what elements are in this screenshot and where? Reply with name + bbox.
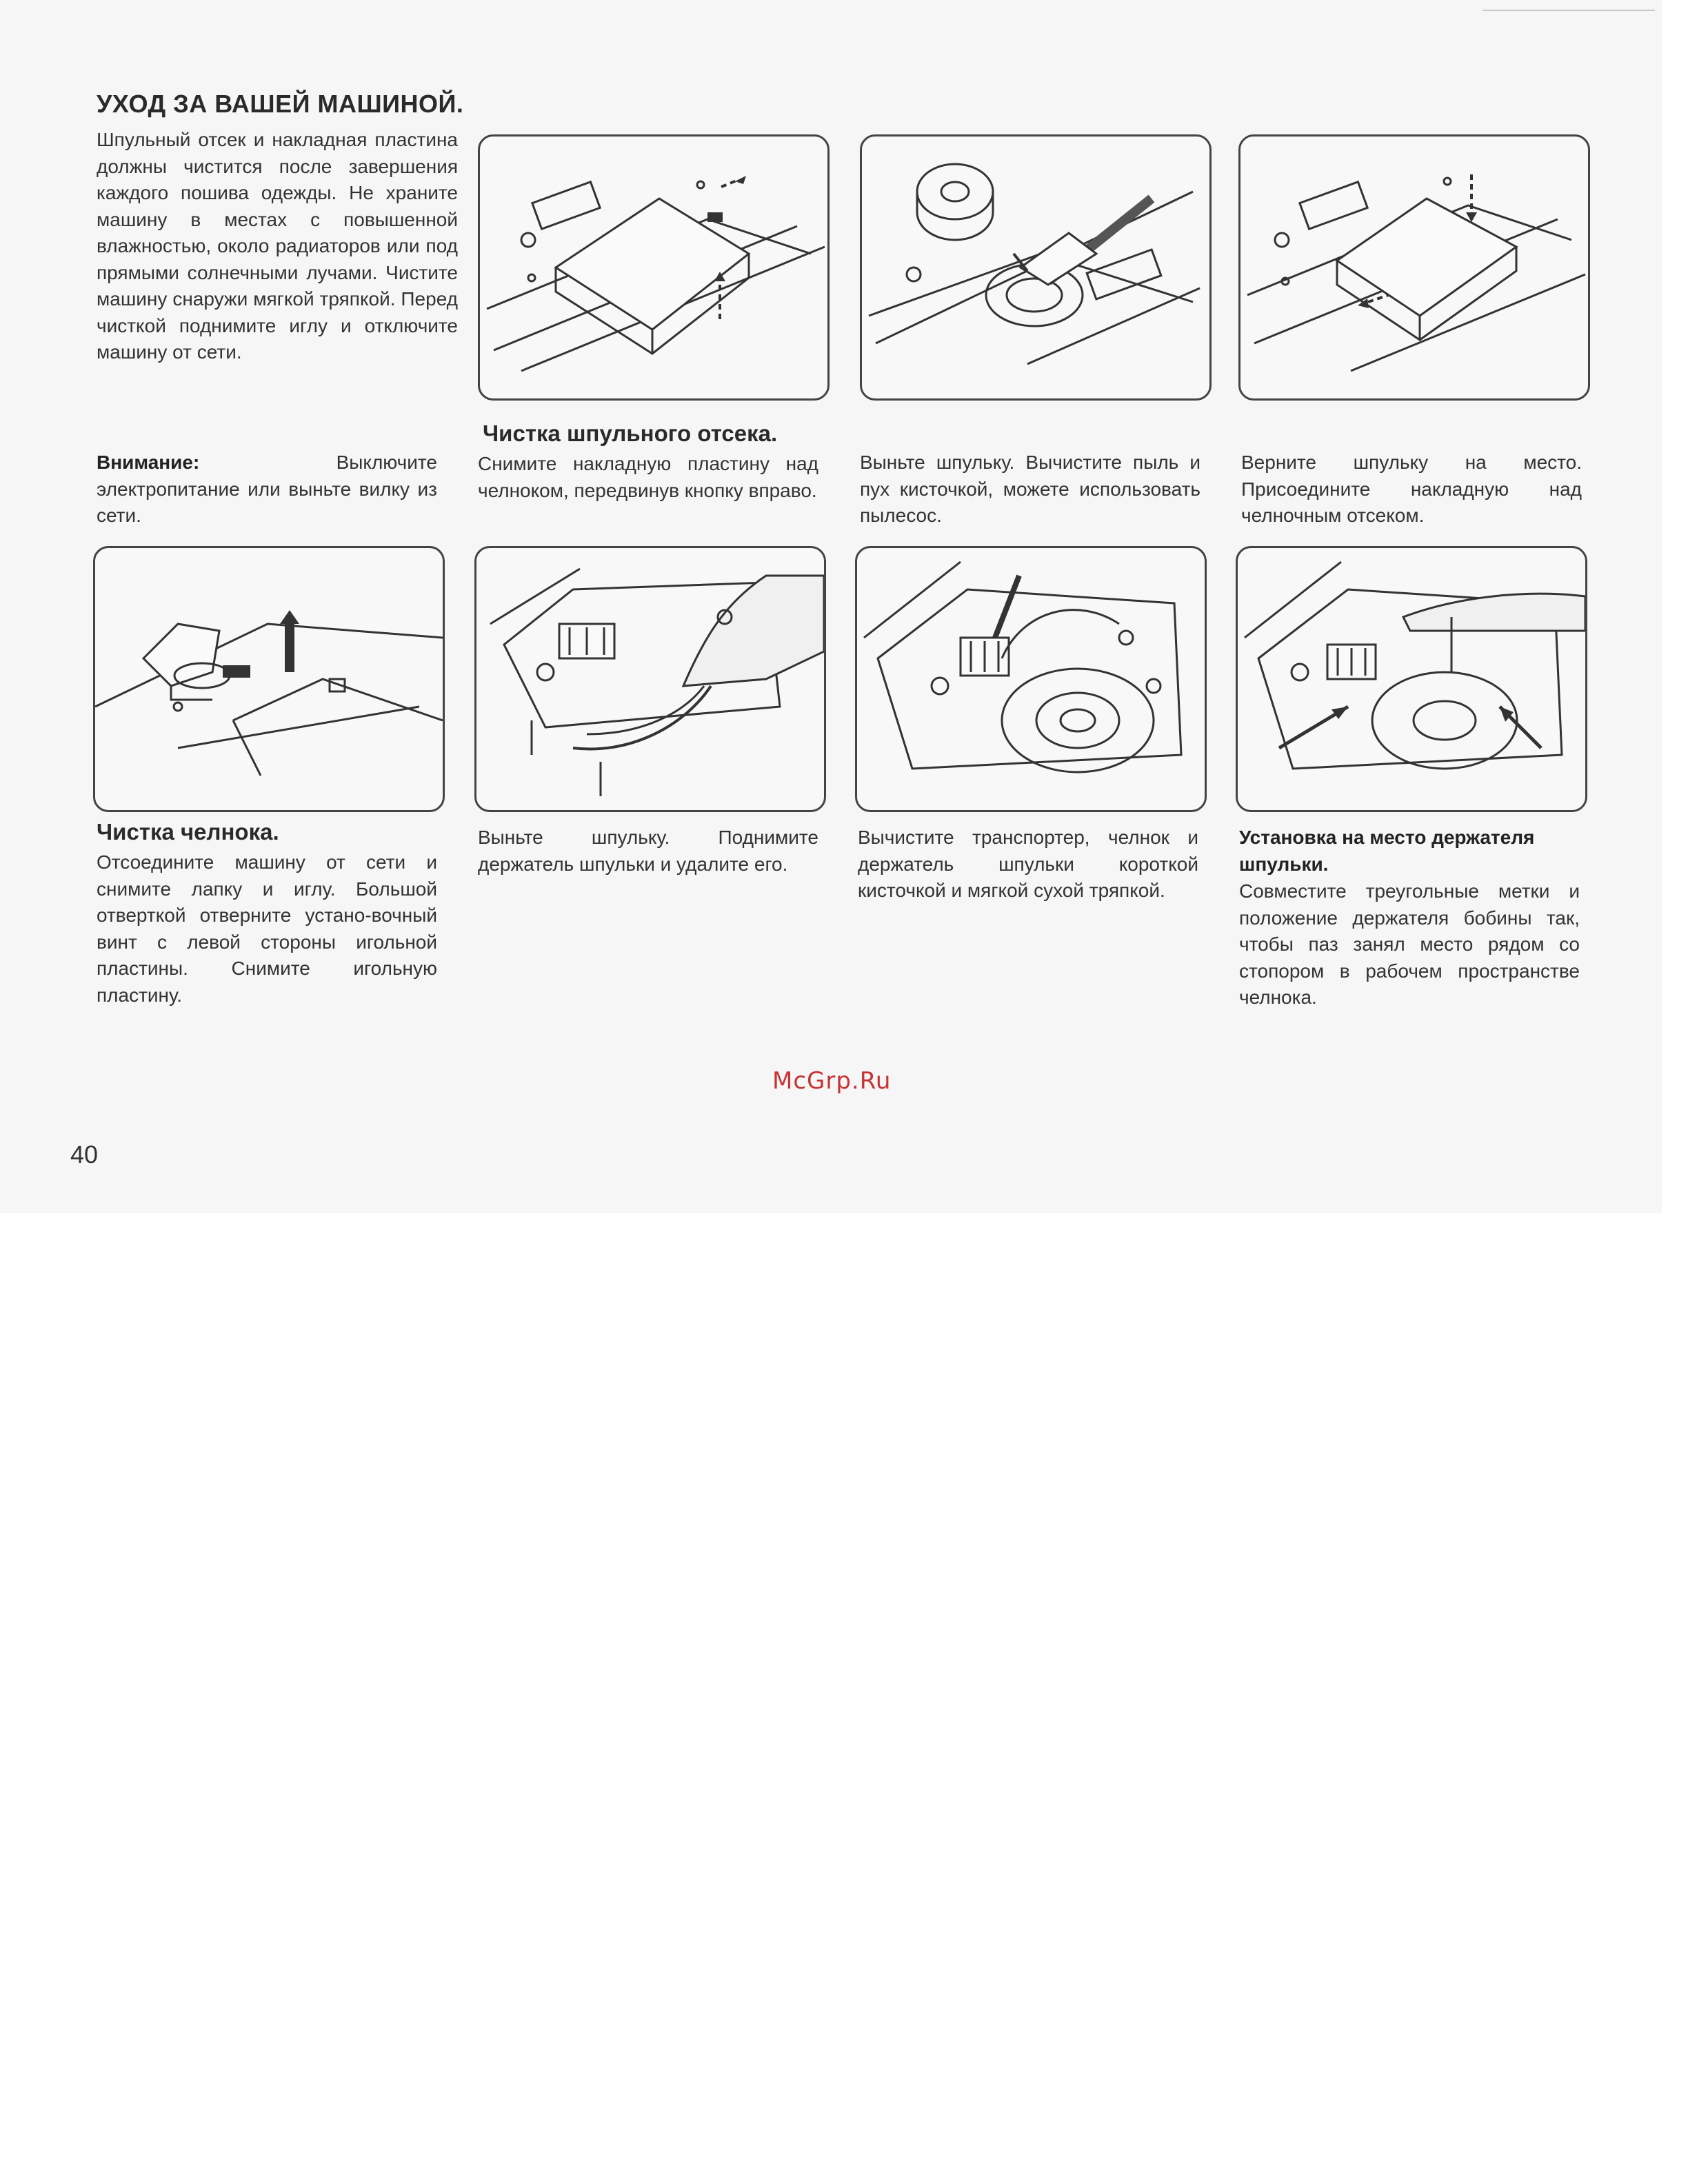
attention-text: Выключите электропитание или выньте вилку из сети.: [97, 452, 437, 526]
page-number: 40: [70, 1140, 99, 1169]
attention-label: Внимание:: [97, 452, 200, 473]
intro-text: Шпульный отсек и накладная пластина должны чистится после завершения каждого пошива одежды. Не храните машину в местах с повышенной влажностью, около радиаторов или под прямыми солнечными лучами. Чистите машину снаружи мягкой тряпкой. Перед чисткой поднимите иглу и отключите машину от сети.: [97, 129, 458, 363]
figure-remove-cover-plate: [478, 134, 830, 401]
replace-cover-illustration: [1240, 136, 1588, 398]
needle-plate-illustration: [95, 548, 443, 810]
shuttle-step-1: Отсоедините машину от сети и снимите лапку и иглу. Большой отверткой отверните устано-вочный винт с левой стороны игольной пластины. Снимите игольную пластину.: [97, 851, 437, 1006]
bobbin-holder-illustration: [476, 548, 824, 810]
figure-remove-bobbin-holder: [474, 546, 826, 812]
attention-note: [97, 449, 437, 529]
top-rule: [1483, 10, 1655, 11]
bobbin-brush-illustration: [862, 136, 1209, 398]
shuttle-step-2: Выньте шпульку. Поднимите держатель шпульки и удалите его.: [478, 827, 818, 875]
bobbin-step-2: Выньте шпульку. Вычистите пыль и пух кисточкой, можете использовать пылесос.: [860, 452, 1200, 526]
figure-install-bobbin-holder: [1236, 546, 1587, 812]
bobbin-step-1: Снимите накладную пластину над челноком, передвинув кнопку вправо.: [478, 453, 818, 501]
shuttle-section-heading: Чистка челнока.: [97, 819, 279, 845]
shuttle-step-3: Вычистите транспортер, челнок и держатель шпульки короткой кисточкой и мягкой сухой тряпкой.: [858, 827, 1198, 901]
install-text: Совместите треугольные метки и положение держателя бобины так, чтобы паз занял место рядом со стопором в рабочем пространстве челнока.: [1239, 880, 1580, 1008]
cover-plate-illustration: [480, 136, 827, 398]
figure-brush-bobbin-case: [860, 134, 1212, 401]
figure-replace-cover-plate: [1238, 134, 1590, 401]
watermark: McGrp.Ru: [772, 1067, 892, 1095]
shuttle-clean-illustration: [857, 548, 1205, 810]
install-heading: Установка на место держателя шпульки.: [1239, 827, 1535, 875]
page-title: УХОД ЗА ВАШЕЙ МАШИНОЙ.: [97, 90, 464, 118]
bobbin-section-heading: Чистка шпульного отсека.: [483, 421, 778, 446]
figure-remove-needle-plate: [93, 546, 445, 812]
bobbin-step-3: Верните шпульку на место. Присоедините накладную над челночным отсеком.: [1241, 452, 1582, 526]
figure-clean-shuttle: [855, 546, 1207, 812]
install-holder-illustration: [1238, 548, 1585, 810]
